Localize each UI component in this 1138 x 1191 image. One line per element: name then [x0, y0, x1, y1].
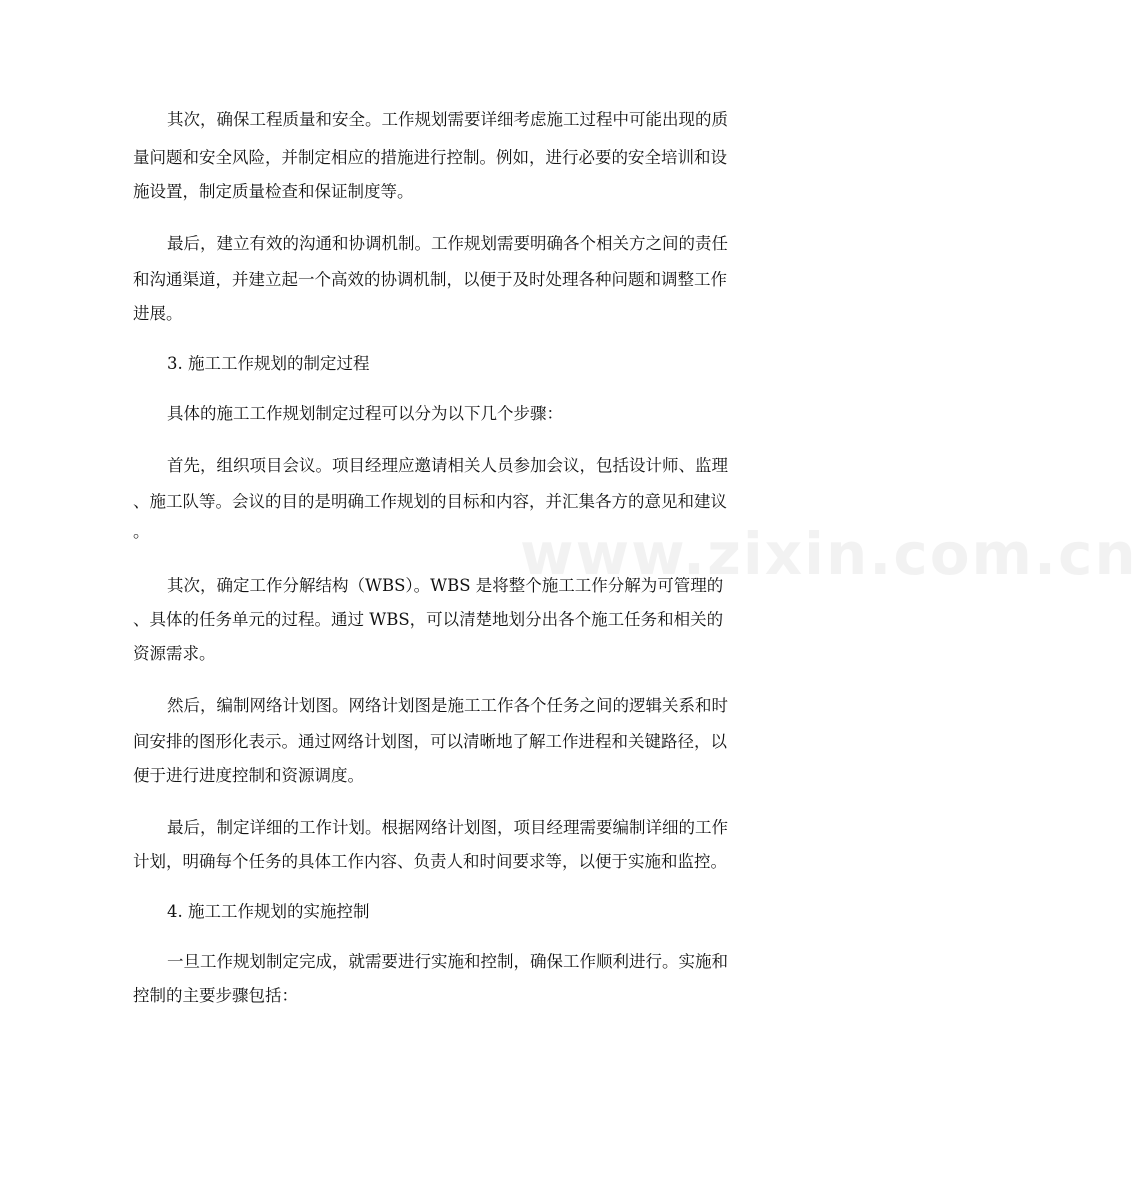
- text-line: 、施工队等。会议的目的是明确工作规划的目标和内容，并汇集各方的意见和建议: [133, 492, 727, 511]
- text-line: 计划，明确每个任务的具体工作内容、负责人和时间要求等，以便于实施和监控。: [133, 852, 727, 871]
- text-line: 最后，建立有效的沟通和协调机制。工作规划需要明确各个相关方之间的责任: [167, 234, 728, 253]
- heading-text: 3. 施工工作规划的制定过程: [167, 354, 370, 373]
- text-line: 、具体的任务单元的过程。通过 WBS，可以清楚地划分出各个施工任务和相关的: [133, 610, 724, 629]
- text-line: 资源需求。: [133, 644, 216, 663]
- text-line: 间安排的图形化表示。通过网络计划图，可以清晰地了解工作进程和关键路径，以: [133, 732, 727, 751]
- text-line: 控制的主要步骤包括：: [133, 986, 298, 1005]
- text-line: 量问题和安全风险，并制定相应的措施进行控制。例如，进行必要的安全培训和设: [133, 148, 727, 167]
- text-line: 最后，制定详细的工作计划。根据网络计划图，项目经理需要编制详细的工作: [167, 818, 728, 837]
- text-line: 其次，确保工程质量和安全。工作规划需要详细考虑施工过程中可能出现的质: [167, 110, 728, 129]
- heading-text: 4. 施工工作规划的实施控制: [167, 902, 370, 921]
- text-line: 进展。: [133, 304, 183, 323]
- text-line: 便于进行进度控制和资源调度。: [133, 766, 364, 785]
- text-line: 。: [133, 522, 150, 541]
- watermark: www.zixin.com.cn: [520, 520, 1138, 588]
- text-line: 一旦工作规划制定完成，就需要进行实施和控制，确保工作顺利进行。实施和: [167, 952, 728, 971]
- text-line: 具体的施工工作规划制定过程可以分为以下几个步骤：: [167, 404, 563, 423]
- text-line: 施设置，制定质量检查和保证制度等。: [133, 182, 414, 201]
- text-line: 首先，组织项目会议。项目经理应邀请相关人员参加会议，包括设计师、监理: [167, 456, 728, 475]
- text-line: 和沟通渠道，并建立起一个高效的协调机制，以便于及时处理各种问题和调整工作: [133, 270, 727, 289]
- text-line: 然后，编制网络计划图。网络计划图是施工工作各个任务之间的逻辑关系和时: [167, 696, 728, 715]
- text-line: 其次，确定工作分解结构（WBS）。WBS 是将整个施工工作分解为可管理的: [167, 576, 724, 595]
